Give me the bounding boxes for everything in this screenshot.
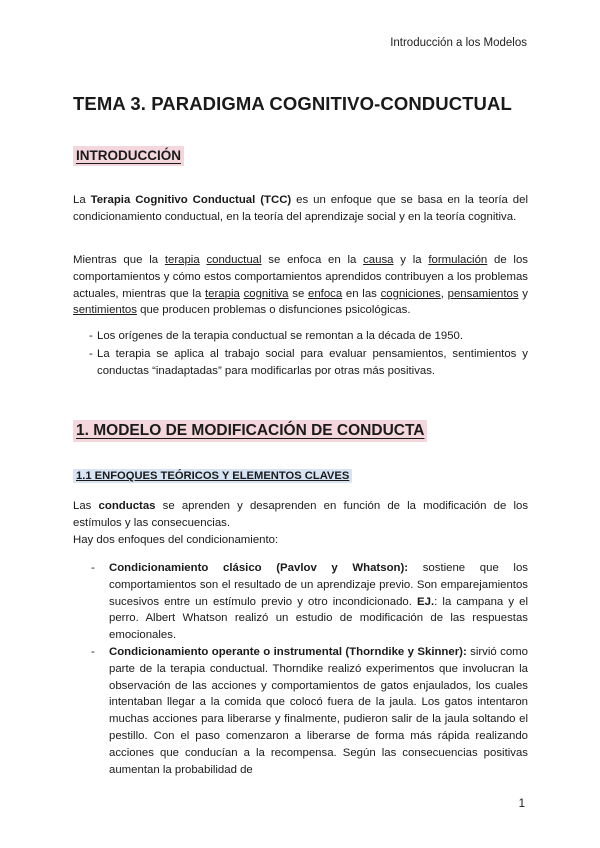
conductas-term: conductas — [98, 500, 156, 512]
text-run: de los comportamientos y cómo estos comportamientos aprendidos contribuyen a los problemas actuales, mientras que la — [73, 254, 528, 300]
example-label: EJ. — [417, 595, 435, 608]
list-item-classical-conditioning — [73, 560, 528, 644]
approach-title: Condicionamiento clásico (Pavlov y Whatson): — [109, 562, 409, 574]
text-run: Mientras que la — [73, 254, 165, 266]
text-run: se enfoca en la — [261, 254, 364, 266]
underlined-term: pensamientos — [447, 287, 519, 300]
underlined-term: cogniciones — [380, 287, 441, 300]
approach-text: sirvió como parte de la terapia conductual. Thorndike realizó experimentos que involucran la observación de las acciones y comportamientos de gatos enjaulados, los cuales intentaban llegar a la comida que colocó fuera de la jaula. Los gatos intentaron muchas acciones para liberarse y finalmente, pudieron salir de la jaula soltando el pestillo. Con el paso comenzaron a liberarse de forma más rápida realizando acciones que conducían a la recompensa. Según las consecuencias positivas aumentan la probabilidad de — [109, 645, 528, 776]
intro-heading-text: INTRODUCCIÓN — [73, 146, 184, 166]
text-run: y — [518, 287, 528, 300]
text-run: se — [288, 287, 308, 300]
section-1-heading-text: 1. MODELO DE MODIFICACIÓN DE CONDUCTA — [73, 420, 427, 442]
text-run: Las — [73, 500, 99, 512]
underlined-term: causa — [363, 254, 394, 266]
running-header: Introducción a los Modelos — [390, 37, 527, 49]
section-1-heading — [73, 422, 427, 440]
underlined-term: formulación — [428, 254, 488, 266]
tcc-term: Terapia Cognitivo Conductual (TCC) — [90, 194, 292, 206]
approach-text: sostiene que los comportamientos son el resultado de un aprendizaje previo. Son emparejamientos sucesivos entre un estímulo previo y otro incondicionado. — [109, 562, 528, 608]
section-1-paragraph-1 — [73, 498, 528, 532]
underlined-term: enfoca — [308, 287, 343, 300]
intro-paragraph-2 — [73, 252, 528, 319]
text-run: es un enfoque que se basa en la teoría del condicionamiento conductual, en la teoría del aprendizaje social y en la teoría cognitiva. — [73, 194, 528, 223]
page-number: 1 — [518, 798, 525, 810]
intro-bullet-list — [73, 328, 528, 380]
text-run: La — [73, 194, 91, 206]
text-run: se aprenden y desaprenden en función de la modificación de los estímulos y las consecuencias. — [73, 500, 529, 529]
underlined-term: conductual — [206, 254, 262, 266]
intro-paragraph-1 — [73, 192, 528, 226]
section-1-paragraph-2: Hay dos enfoques del condicionamiento: — [73, 534, 279, 546]
intro-heading — [73, 148, 184, 163]
subsection-1-1-heading-text: 1.1 ENFOQUES TEÓRICOS Y ELEMENTOS CLAVES — [73, 469, 352, 483]
underlined-term: cognitiva — [243, 287, 289, 300]
text-run: , — [440, 287, 448, 300]
underlined-term: terapia — [205, 287, 240, 300]
underlined-term: sentimientos — [73, 304, 137, 317]
subsection-1-1-heading — [73, 470, 352, 482]
underlined-term: terapia — [164, 254, 200, 266]
approaches-list — [73, 560, 528, 778]
list-item: - La terapia se aplica al trabajo social para evaluar pensamientos, sentimientos y conductas “inadaptadas” para modificarlas por otras más positivas. — [73, 346, 528, 380]
approach-title: Condicionamiento operante o instrumental (Thorndike y Skinner): — [109, 645, 467, 658]
list-item-operant-conditioning — [73, 644, 528, 778]
list-item: - Los orígenes de la terapia conductual se remontan a la década de 1950. — [73, 328, 528, 345]
page-title: TEMA 3. PARADIGMA COGNITIVO-CONDUCTUAL — [73, 93, 512, 114]
text-run: que producen problemas o disfunciones psicológicas. — [136, 304, 411, 317]
example-text: : la campana y el perro. Albert Whatson realizó un estudio de modificación de las respuestas emocionales. — [109, 595, 528, 642]
text-run: y la — [393, 254, 429, 266]
text-run: en las — [342, 287, 381, 300]
